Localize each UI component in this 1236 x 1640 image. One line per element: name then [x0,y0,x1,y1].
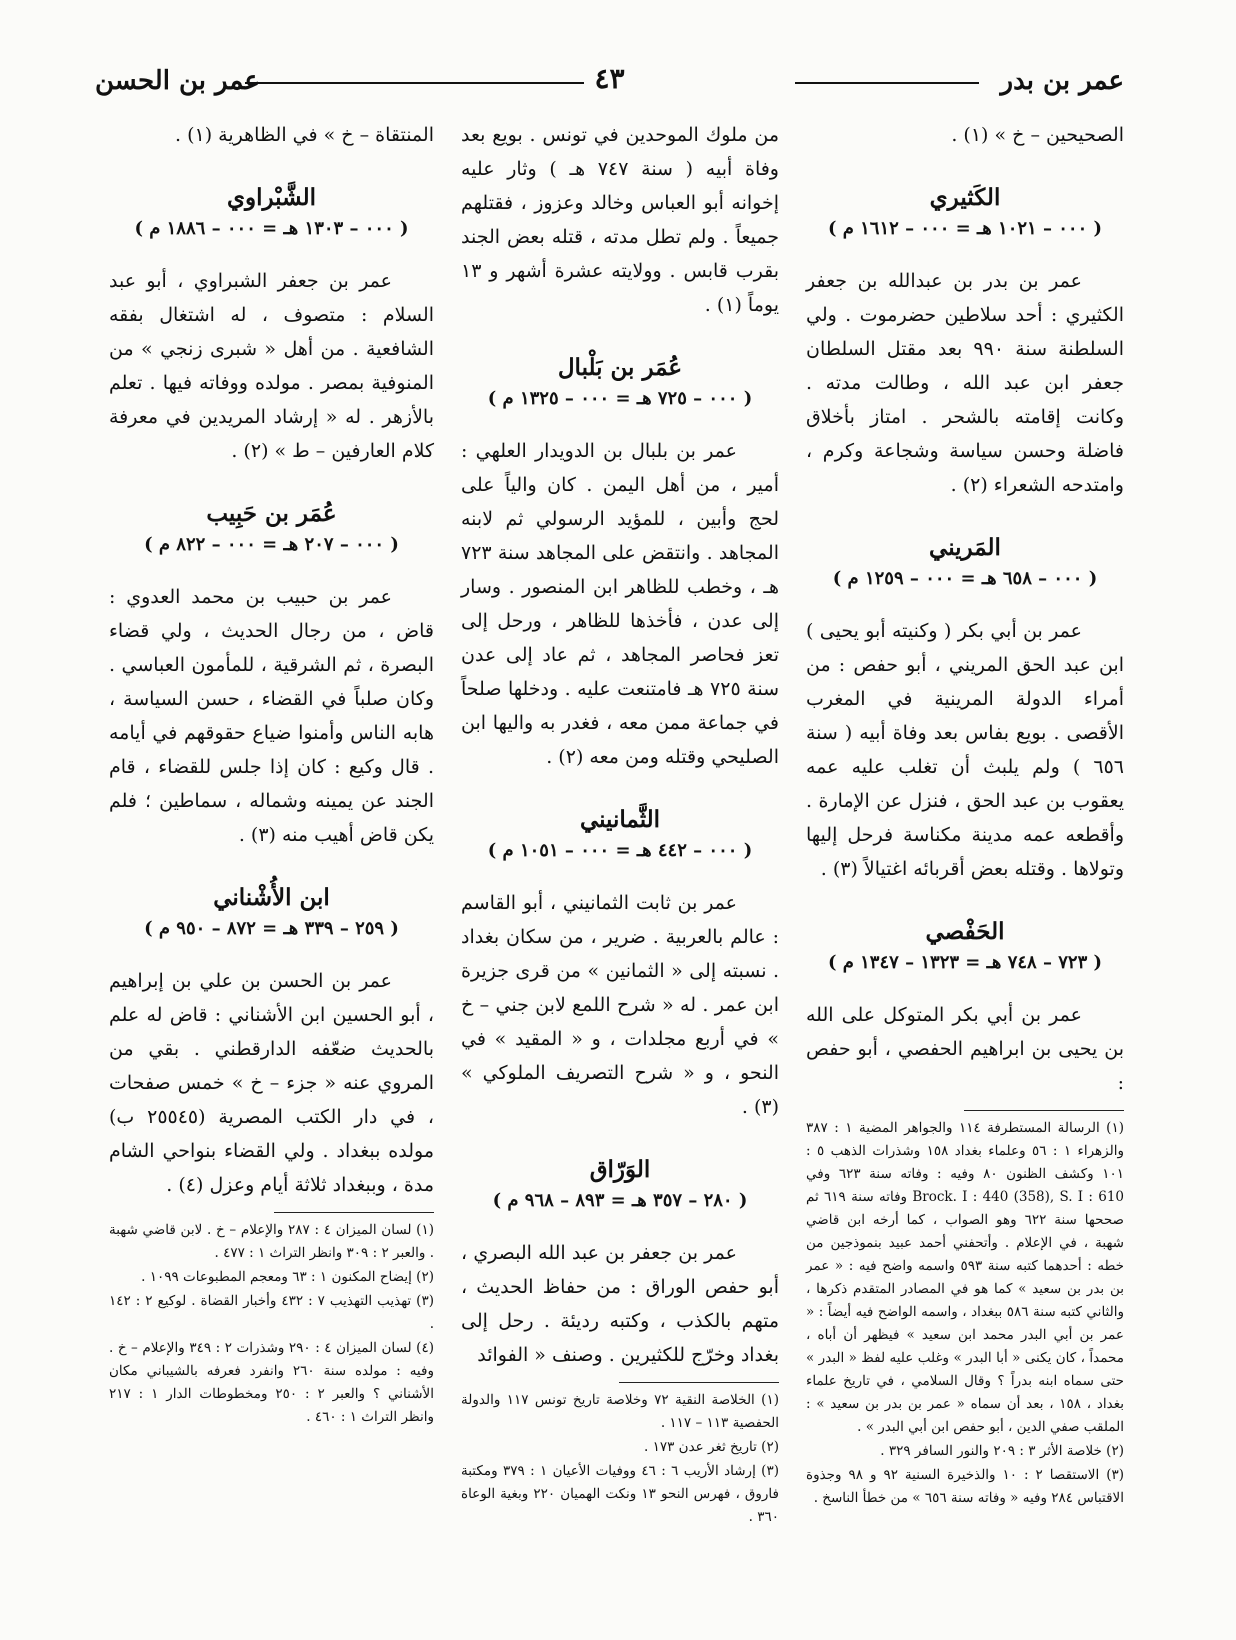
column-middle [461,118,779,1530]
entry-dates: ( ٢٨٠ – ٣٥٧ هـ = ٨٩٣ – ٩٦٨ م ) [492,1190,748,1211]
entry-title: ابن الأُشْناني [213,884,330,911]
entry-dates: ( ٠٠٠ – ٢٠٧ هـ = ٠٠٠ – ٨٢٢ م ) [144,534,399,555]
entry-title: الحَفْصي [925,918,1005,945]
entry [461,804,779,1124]
entry-text: عمر بن أبي بكر ( وكنيته أبو يحيى ) ابن عبد الحق المريني ، أبو حفص : من أمراء الدولة المرينية في المغرب الأقصى . بويع بفاس بعد وفاة أبيه ( سنة ٦٥٦ ) ولم يلبث أن تغلب عليه عمه يعقوب بن عبد الحق ، فنزل عن الإمارة . وأقطعه عمه مدينة مكناسة فرحل إليها وتولاها . وقتله بعض أقربائه اغتيالاً (٣) . [806,620,1124,880]
entry [806,532,1124,886]
entry [461,1154,779,1372]
running-title-right: عمر بن بدر [1000,66,1124,96]
entry-dates: ( ٠٠٠ – ٧٢٥ هـ = ٠٠٠ – ١٣٢٥ م ) [487,388,753,409]
entry-dates: ( ٠٠٠ – ١٠٢١ هـ = ٠٠٠ – ١٦١٢ م ) [827,218,1103,239]
footnotes [461,1389,779,1529]
footnote-rule [964,1110,1124,1111]
footnote: (٢) خلاصة الأثر ٣ : ٢٠٩ والنور السافر ٣٢٩ . [880,1443,1124,1459]
entry-text: عمر بن الحسن بن علي بن إبراهيم ، أبو الحسين ابن الأشناني : قاض له علم بالحديث ضعّفه الدارقطني . بقي من المروي عنه « جزء – خ » خمس صفحات ، في دار الكتب المصرية (٢٥٥٤٥ ب) مولده ببغداد . ولي القضاء بنواحي الشام مدة ، وببغداد ثلاثة أيام وعزل (٤) . [109,970,434,1196]
footnote: (١) الرسالة المستطرفة ١١٤ والجواهر المضية ١ : ٣٨٧ والزهراء ١ : ٥٦ وعلماء بغداد ١٥٨ وشذرات الذهب ٥ : ١٠١ وكشف الظنون ٨٠ وفيه : وفاته سنة ٦٢٣ وفي Brock. I : 440 (358), S. I : 610 وفاته سنة ٦١٩ ثم صححها سنة ٦٢٢ وهو الصواب ، كما أرخه ابن قاضي شهبة ، في الإعلام . وأتحفني أحمد عبيد بنموذجين من خطه : أحدهما كتبه سنة ٥٩٣ واسمه واضح فيه : « عمر بن بدر بن سعيد » كما هو في المصادر المتقدم ذكرها ، والثاني كتبه سنة ٥٨٦ ببغداد ، واسمه الواضح فيه أيضاً : « عمر بن أبي البدر محمد ابن سعيد » فيظهر أن أباه ، محمداً ، كان يكنى « أبا البدر » وغلب عليه لفظ « البدر » حتى سماه ابنه بدراً ؟ وقال السلامي ، في تاريخ علماء بغداد ، ١٥٨ ، بعد أن سماه « عمر بن بدر بن سعيد » : الملقب صفي الدين ، أبو حفص ابن أبي البدر » . [806,1120,1125,1435]
entry [109,882,434,1202]
footnotes [109,1219,434,1429]
entry [806,916,1124,1100]
entry-text: عمر بن جعفر بن عبد الله البصري ، أبو حفص الوراق : من حفاظ الحديث ، متهم بالكذب ، وكتبه رديئة . رحل إلى بغداد وخرّج للكثيرين . وصنف « الفوائد [461,1242,779,1366]
continued-text: من ملوك الموحدين في تونس . بويع بعد وفاة أبيه ( سنة ٧٤٧ هـ ) وثار عليه إخوانه أبو العباس وخالد وعزوز ، فقتلهم جميعاً . ولم تطل مدته ، قتله بعض الجند بقرب قابس . وولايته عشرة أشهر و ١٣ يوماً (١) . [461,124,779,316]
entry-title: الثَّمانيني [579,806,661,833]
entry-title: الوَرّاق [589,1156,651,1183]
footnote: (١) لسان الميزان ٤ : ٢٨٧ والإعلام – خ . لابن قاضي شهبة . والعبر ٢ : ٣٠٩ وانظر التراث ١ : ٤٧٧ . [109,1222,434,1261]
entry [109,182,434,468]
footnote: (٣) الاستقصا ٢ : ١٠ والذخيرة السنية ٩٢ و ٩٨ وجذوة الاقتباس ٢٨٤ وفيه « وفاته سنة ٦٥٦ » من خطأ الناسخ . [806,1467,1125,1506]
entry [806,182,1124,502]
continued-text: الصحيحين – خ » (١) . [951,124,1124,146]
page-number: ٤٣ [594,62,625,95]
footnote: (٣) تهذيب التهذيب ٧ : ٤٣٢ وأخبار القضاة . لوكيع ٢ : ١٤٢ . [109,1293,434,1332]
entry-title: المَريني [929,534,1001,561]
footnote: (٤) لسان الميزان ٤ : ٢٩٠ وشذرات ٢ : ٣٤٩ والإعلام – خ . وفيه : مولده سنة ٢٦٠ وانفرد فعرفه بالشيباني مكان الأشناني ؟ والعبر ٢ : ٢٥٠ ومخطوطات الدار ١ : ٢١٧ وانظر التراث ١ : ٤٦٠ . [109,1340,434,1425]
entry-dates: ( ٠٠٠ – ١٣٠٣ هـ = ٠٠٠ – ١٨٨٦ م ) [134,218,409,239]
header-rule [245,82,584,84]
entry-text: عمر بن بدر بن عبدالله بن جعفر الكثيري : أحد سلاطين حضرموت . ولي السلطنة سنة ٩٩٠ بعد مقتل السلطان جعفر ابن عبد الله ، وطالت مدته . وكانت إقامته بالشحر . امتاز بأخلاق فاضلة وحسن سياسة وشجاعة وكرم ، وامتدحه الشعراء (٢) . [806,270,1124,496]
entry-dates: ( ٠٠٠ – ٦٥٨ هـ = ٠٠٠ – ١٢٥٩ م ) [832,568,1098,589]
entry-title: الكَثيري [929,184,1001,211]
entry [461,352,779,774]
page-header [95,60,1124,110]
footnote: (٢) تاريخ ثغر عدن ١٧٣ . [644,1439,779,1455]
entry-title: الشَّبْراوي [226,184,317,211]
footnotes [806,1117,1124,1510]
footnote-rule [619,1382,779,1383]
entry-text: عمر بن بلبال بن الدويدار العلهي : أمير ، من أهل اليمن . كان والياً على لحج وأبين ، للمؤيد الرسولي ثم لابنه المجاهد . وانتقض على المجاهد سنة ٧٢٣ هـ ، وخطب للظاهر ابن المنصور . وسار إلى عدن ، فأخذها للظاهر ، ورحل إلى تعز فحاصر المجاهد ، ثم عاد إلى عدن سنة ٧٢٥ هـ فامتنعت عليه . ودخلها صلحاً في جماعة ممن معه ، فغدر به واليها ابن الصليحي وقتله ومن معه (٢) . [461,440,779,768]
continued-text: المنتقاة – خ » في الظاهرية (١) . [175,124,434,146]
entry-dates: ( ٢٥٩ – ٣٣٩ هـ = ٨٧٢ – ٩٥٠ م ) [144,918,399,939]
footnote: (٢) إيضاح المكنون ١ : ٦٣ ومعجم المطبوعات ١٠٩٩ . [141,1269,434,1285]
entry-title: عُمَر بن بَلْبال [557,354,683,381]
running-title-left: عمر بن الحسن [95,66,260,96]
entry-text: عمر بن حبيب بن محمد العدوي : قاض ، من رجال الحديث ، ولي قضاء البصرة ، ثم الشرقية ، للمأمون العباسي . وكان صلباً في القضاء ، حسن السياسة ، هابه الناس وأمنوا ضياع حقوقهم في أيامه . قال وكيع : كان إذا جلس للقضاء ، قام الجند عن يمينه وشماله ، سماطين ؛ فلم يكن قاض أهيب منه (٣) . [109,586,434,846]
entry-text: عمر بن ثابت الثمانيني ، أبو القاسم : عالم بالعربية . ضرير ، من سكان بغداد . نسبته إلى « الثمانين » من قرى جزيرة ابن عمر . له « شرح اللمع لابن جني – خ » في أربع مجلدات ، و « المقيد » في النحو ، و « شرح التصريف الملوكي » (٣) . [461,892,779,1118]
entry-title: عُمَر بن حَبِيب [206,500,337,527]
entry-dates: ( ٠٠٠ – ٤٤٢ هـ = ٠٠٠ – ١٠٥١ م ) [487,840,753,861]
header-rule [795,82,979,84]
entry [109,498,434,852]
footnote-rule [274,1212,434,1213]
column-left [109,118,434,1430]
footnote: (٣) إرشاد الأريب ٦ : ٤٦ ووفيات الأعيان ١ : ٣٧٩ ومكتبة فاروق ، فهرس النحو ١٣ ونكت الهميان ٢٢٠ وبغية الوعاة ٣٦٠ . [461,1463,779,1525]
footnote: (١) الخلاصة النقية ٧٢ وخلاصة تاريخ تونس ١١٧ والدولة الحفصية ١١٣ – ١١٧ . [461,1392,779,1431]
column-right [806,118,1124,1511]
entry-text: عمر بن جعفر الشبراوي ، أبو عبد السلام : متصوف ، له اشتغال بفقه الشافعية . من أهل « شبرى زنجي » من المنوفية بمصر . مولده ووفاته فيها . تعلم بالأزهر . له « إرشاد المريدين في معرفة كلام العارفين – ط » (٢) . [109,270,434,462]
entry-text: عمر بن أبي بكر المتوكل على الله بن يحيى بن ابراهيم الحفصي ، أبو حفص : [806,1004,1124,1094]
entry-dates: ( ٧٢٣ – ٧٤٨ هـ = ١٣٢٣ – ١٣٤٧ م ) [827,952,1103,973]
